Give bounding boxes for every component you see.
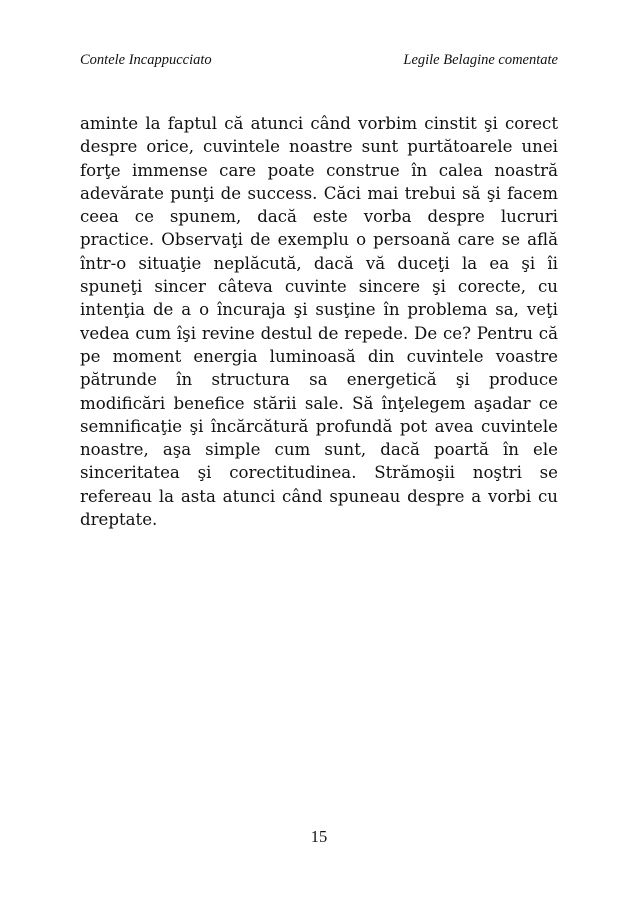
header-book-title: Legile Belagine comentate (403, 52, 558, 68)
running-header (80, 52, 558, 72)
page-number: 15 (310, 827, 328, 846)
header-author: Contele Incappucciato (80, 52, 212, 68)
body-paragraph: aminte la faptul că atunci când vorbim cinstit şi corect despre orice, cuvintele noastre sunt purtătoarele unei forţe immense care poate construe în calea noastră adevărate punţi de success. Căci mai trebui să şi facem ceea ce spunem, dacă este vorba despre lucruri practice. Observaţi de exemplu o persoană care se află într-o situaţie neplăcută, dacă vă duceţi la ea şi îi spuneţi sincer câteva cuvinte sincere şi corecte, cu intenţia de a o încuraja şi susţine în problema sa, veţi vedea cum îşi revine destul de repede. De ce? Pentru că pe moment energia luminoasă din cuvintele voastre pătrunde în structura sa energetică şi produce modificări benefice stării sale. Să înţelegem aşadar ce semnificaţie şi încărcătură profundă pot avea cuvintele noastre, aşa simple cum sunt, dacă poartă în ele sinceritatea şi corectitudinea. Strămoşii noştri se refereau la asta atunci când spuneau despre a vorbi cu dreptate. (80, 114, 558, 530)
